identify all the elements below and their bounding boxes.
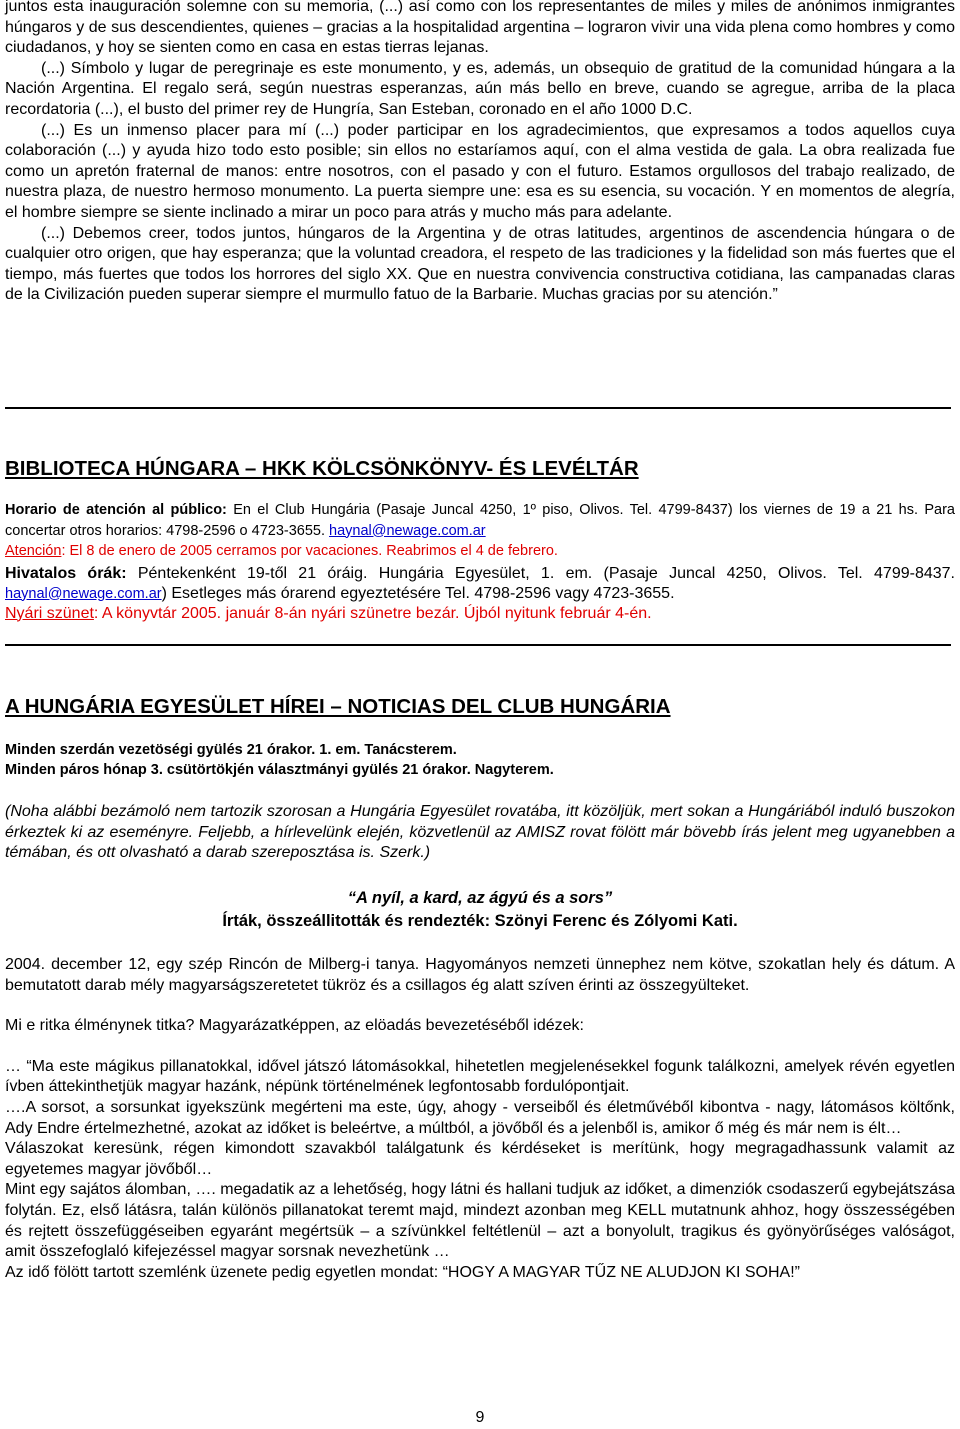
play-authors: Írták, összeállitották és rendezték: Szönyi Ferenc és Zólyomi Kati.	[222, 912, 738, 930]
meeting-weekly: Minden szerdán vezetöségi gyülés 21 órakor. 1. em. Tanácsterem.	[5, 742, 457, 758]
library-hours-hu-text: Péntekenként 19-től 21 óráig. Hungária Egyesület, 1. em. (Pasaje Juncal 4250, Olivos. Tel. 4799-8437.	[126, 564, 955, 582]
library-summer-label: Nyári szünet	[5, 604, 94, 622]
speech-paragraph-3: (...) Es un inmenso placer para mí (...) poder participar en los agradecimientos, que expresamos a todos aquellos cuya colaboración (...) y ayuda hizo todo esto posible; sin ellos no estaríamos aquí, con el alma vestida de gala. La obra realizada fue como un apretón fraternal de manos: entre nosotros, con el pasado y con el futuro. Estamos orgullosos del trabajo realizado, de nuestra plaza, de nuestro hermoso monumento. La puerta siempre une: esa es su esencia, su vocación. Y en momentos de alegría, el hombre siempre se siente inclinado a mirar un poco para atrás y mucho más para adelante.	[5, 121, 955, 221]
library-hours-hu-text-2: ) Esetleges más órarend egyeztetésére Tel. 4798-2596 vagy 4723-3655.	[161, 584, 675, 602]
library-summer-notice	[5, 604, 955, 624]
library-notice-label: Atención	[5, 543, 62, 559]
club-heading: A HUNGÁRIA EGYESÜLET HÍREI – NOTICIAS DEL CLUB HUNGÁRIA	[5, 695, 671, 718]
library-section	[5, 500, 955, 624]
library-summer-text: : A könyvtár 2005. január 8-án nyári szünetre bezár. Újból nyitunk február 4-én.	[93, 604, 652, 622]
quote-paragraph-2: ….A sorsot, a sorsunkat igyekszünk megérteni ma este, úgy, ahogy - verseiből és életművéből kibontva - nagy, látomásos költőnk, Ady Endre értelmezhetné, azokat az időket is beleértve, a múltból, a jövőből és a jelenből is, amikor ő még és már nem is élt…	[5, 1098, 955, 1137]
meeting-bimonthly: Minden páros hónap 3. csütörtökjén választmányi gyülés 21 órakor. Nagyterem.	[5, 762, 554, 778]
report-paragraph-2: Mi e ritka élménynek titka? Magyarázatképpen, az elöadás bevezetéséből idézek:	[5, 1017, 584, 1035]
library-hours-hu	[5, 564, 955, 604]
library-heading: BIBLIOTECA HÚNGARA – HKK KÖLCSÖNKÖNYV- ÉS LEVÉLTÁR	[5, 457, 639, 480]
library-notice	[5, 541, 955, 562]
quote-paragraph-1: … “Ma este mágikus pillanatokkal, idővel játszó látomásokkal, hihetetlen megjelenésekkel fogunk találkozni, amelyek révén egyetlen ívben áttekinthetjük magyar hazánk, népünk történelmének legfontosabb fordulópontjait.	[5, 1057, 955, 1096]
library-email-link[interactable]: haynal@newage.com.ar	[329, 522, 486, 539]
editor-note: (Noha alábbi bezámoló nem tartozik szorosan a Hungária Egyesület rovatába, itt közöljük, mert sokan a Hungáriából induló buszokon érkeztek ki az eseményre. Feljebb, a hírlevelünk elején, közvetlenül az AMISZ rovat fölött már bövebb írás jelent meg ugyanebben a témában, és ott olvasható a darab szereposztása is. Szerk.)	[5, 803, 955, 862]
quote-paragraph-4: Mint egy sajátos álomban, …. megadatik az a lehetőség, hogy látni és hallani tudjuk az időket, a dimenziók csodaszerű egybejátszása folytán. Ez, első látásra, talán különös pillanatokat teremt majd, mindezt azonban meg KELL mutatnunk ahhoz, hogy összességében és rejtett összefüggéseiben egyaránt megértsük – a szívünkkel feltétlenül – azt a bonyolult, tragikus és gyönyörűséges valóságot, amit összefoglaló kifejezéssel magyar sorsnak nevezhetünk …	[5, 1181, 955, 1261]
library-hours-hu-label: Hivatalos órák:	[5, 564, 127, 582]
speech-section	[5, 0, 955, 306]
page-number: 9	[475, 1409, 485, 1426]
library-hours-label: Horario de atención al público:	[5, 502, 227, 518]
quote-paragraph-5: Az idő fölött tartott szemlénk üzenete pedig egyetlen mondat: “HOGY A MAGYAR TŰZ NE ALUDJON KI SOHA!”	[5, 1263, 800, 1281]
library-hours	[5, 500, 955, 541]
speech-paragraph-1: juntos esta inauguración solemne con su memoria, (...) así como con los representantes de miles y miles de anónimos inmigrantes húngaros y de sus descendientes, quienes – gracias a la hospitalidad argentina – lograron vivir una vida plena como hombres y como ciudadanos, y hoy se sienten como en casa en estas tierras lejanas.	[5, 0, 955, 57]
speech-paragraph-4: (...) Debemos creer, todos juntos, húngaros de la Argentina y de otras latitudes, argentinos de ascendencia húngara o de cualquier otro origen, que hay esperanza; que la voluntad creadora, el respeto de las tradiciones y la fidelidad son más fuertes que el tiempo, más fuertes que todos los horrores del siglo XX. Que en nuestra convivencia constructiva cotidiana, las campanadas claras de la Civilización pueden superar siempre el murmullo fatuo de la Barbarie. Muchas gracias por su atención.”	[5, 224, 955, 304]
section-divider-1	[5, 407, 951, 409]
library-hours-text: En el Club Hungária (Pasaje Juncal 4250, 1º piso, Olivos. Tel. 4799-8437) los viernes de 19 a 21 hs. Para concertar otros horarios: 4798-2596 o 4723-3655.	[5, 502, 955, 539]
play-title: “A nyíl, a kard, az ágyú és a sors”	[347, 889, 613, 907]
club-meetings	[5, 740, 955, 780]
library-notice-text: : El 8 de enero de 2005 cerramos por vacaciones. Reabrimos el 4 de febrero.	[61, 543, 558, 559]
report-paragraph-1: 2004. december 12, egy szép Rincón de Milberg-i tanya. Hagyományos nemzeti ünnephez nem kötve, szokatlan hely és dátum. A bemutatott darab mély magyarságszeretetet tükröz és a csillagos ég alatt szíven érinti az összegyülteket.	[5, 956, 955, 994]
library-email-link-2[interactable]: haynal@newage.com.ar	[5, 585, 162, 602]
quote-paragraph-3: Válaszokat keresünk, régen kimondott szavakból találgatunk és kérdéseket is merítünk, hogy megragadhassunk valamit az egyetemes magyar jövőből…	[5, 1140, 955, 1178]
report-section	[5, 955, 955, 1283]
speech-paragraph-2: (...) Símbolo y lugar de peregrinaje es este monumento, y es, además, un obsequio de gratitud de la comunidad húngara a la Nación Argentina. El regalo será, según nuestras esperanzas, aún más bello en breve, cuando se agregue, arriba de la placa recordatoria (...), el busto del primer rey de Hungría, San Esteban, coronado en el año 1000 D.C.	[5, 59, 955, 118]
section-divider-2	[5, 644, 951, 646]
